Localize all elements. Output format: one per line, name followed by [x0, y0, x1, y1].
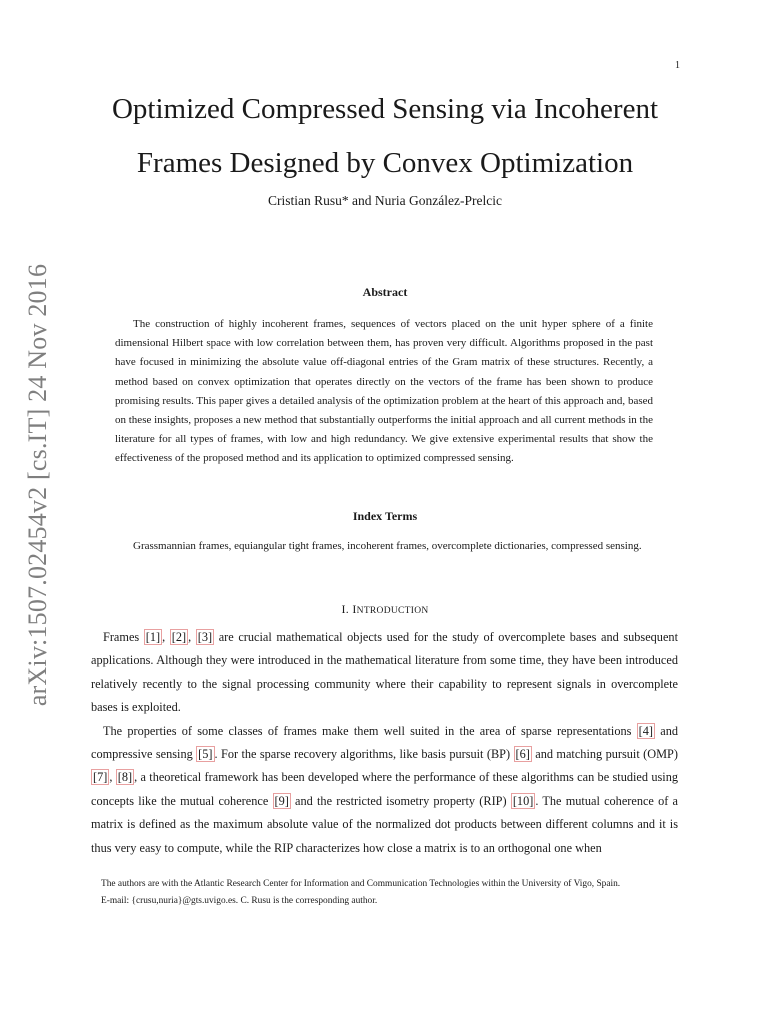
index-terms-heading: Index Terms — [352, 509, 418, 523]
paragraph-1 — [91, 626, 678, 720]
section-title-rest: NTRODUCTION — [356, 606, 429, 616]
arxiv-identifier-stamp: arXiv:1507.02454v2 [cs.IT] 24 Nov 2016 — [23, 263, 52, 707]
author-list: Cristian Rusu* and Nuria González-Prelcic — [268, 193, 502, 208]
citation-link[interactable]: [7] — [93, 770, 108, 785]
text-run: and matching pursuit (OMP) — [531, 747, 678, 762]
text-run: . The mutual coherence of a matrix is defined as the maximum absolute value of the normalized dot products between different columns and it is thus very easy to compute, while the RIP characterizes how close a matrix is to an orthogonal one when — [91, 793, 679, 855]
citation-link[interactable]: [6] — [515, 747, 530, 762]
citation-link[interactable]: [10] — [512, 793, 534, 808]
section-title-initial: I — [352, 602, 357, 616]
page-number: 1 — [675, 60, 680, 71]
index-terms-text: Grassmannian frames, equiangular tight frames, incoherent frames, overcomplete dictionaries, compressed sensing. — [133, 540, 642, 552]
footnote-email: E-mail: {crusu,nuria}@gts.uvigo.es. C. Rusu is the corresponding author. — [101, 896, 378, 906]
text-run: , a theoretical framework has been developed where the performance of these algorithms can be studied using concepts like the mutual coherence — [91, 770, 678, 808]
text-run: and the restricted isometry property (RIP) — [290, 793, 511, 808]
text-run: . For the sparse recovery algorithms, like basis pursuit (BP) — [214, 747, 514, 762]
abstract-text: The construction of highly incoherent frames, sequences of vectors placed on the unit hyper sphere of a finite dimensional Hilbert space with low correlation between them, has proven very difficult. Algorithms proposed in the past have focused in minimizing the absolute value off-diagonal entries of the Gram matrix of these structures. Recently, a method based on convex optimization that operates directly on the vectors of the frame has been shown to produce promising results. This paper gives a detailed analysis of the optimization problem at the heart of this approach and, based on these insights, proposes a new method that substantially outperforms the initial approach and all current methods in the literature for all types of frames, with low and high redundancy. We give extensive experimental results that show the effectiveness of the proposed method and its application to optimized compressed sensing. — [115, 318, 653, 465]
citation-link[interactable]: [4] — [638, 723, 653, 738]
citation-link[interactable]: [2] — [171, 630, 187, 644]
footnote — [91, 876, 691, 910]
section-number: I. — [341, 602, 350, 616]
citation-link[interactable]: [1] — [145, 630, 161, 644]
title-line-2: Frames Designed by Convex Optimization — [136, 147, 634, 179]
text-run: , — [109, 770, 116, 785]
paragraph-2 — [91, 720, 678, 860]
text-run: are crucial mathematical objects used for the study of overcomplete bases and subsequent applications. Although they were introduced in the mathematical literature from some time, they have been introduced relatively recently to the signal processing community where their capability to represent signals in overcomplete bases is exploited. — [91, 630, 678, 715]
citation-link[interactable]: [9] — [274, 793, 289, 808]
text-run: and compressive sensing — [91, 723, 678, 762]
citation-link[interactable]: [5] — [198, 747, 213, 762]
introduction-body — [91, 626, 678, 860]
text-run: , — [162, 630, 170, 644]
abstract-heading: Abstract — [362, 285, 408, 299]
citation-link[interactable]: [8] — [117, 770, 133, 785]
text-run: , — [188, 630, 196, 644]
text-run: The properties of some classes of frames make them well suited in the area of sparse representations — [103, 723, 637, 738]
footnote-affiliation: The authors are with the Atlantic Research Center for Information and Communication Technologies within the University of Vigo, Spain. — [101, 879, 621, 889]
paper-title — [80, 82, 690, 190]
section-heading-introduction — [80, 602, 690, 617]
citation-link[interactable]: [3] — [197, 630, 213, 644]
title-line-1: Optimized Compressed Sensing via Incoherent — [111, 93, 659, 125]
text-run: Frames — [103, 630, 144, 644]
